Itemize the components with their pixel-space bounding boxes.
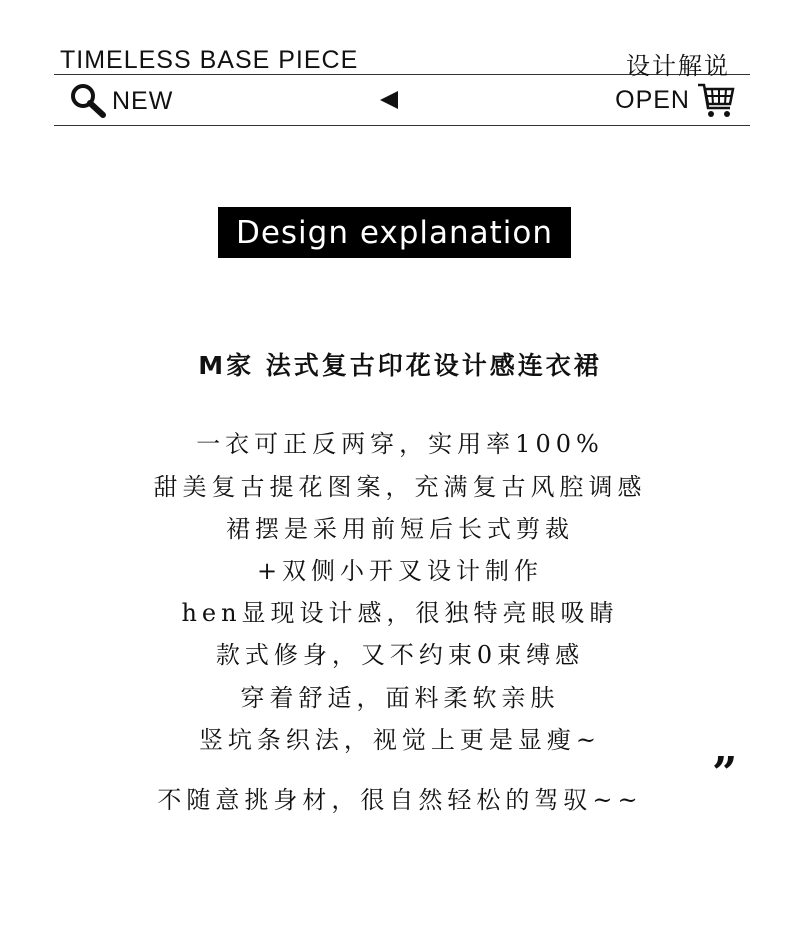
triangle-left-icon[interactable] (380, 91, 400, 109)
brand-name: TIMELESS BASE PIECE (60, 46, 359, 74)
shopping-cart-icon (696, 80, 736, 120)
new-link[interactable] (70, 81, 173, 121)
description-line-9: 不随意挑身材，很自然轻松的驾驭~~ (157, 786, 643, 814)
header-top-bar (54, 44, 750, 80)
description-line-7: 穿着舒适，面料柔软亲肤 (240, 684, 560, 712)
open-link[interactable] (615, 79, 736, 121)
header-nav-bar (54, 75, 750, 126)
description-line-6: 款式修身，又不约束0束缚感 (215, 641, 585, 669)
design-explanation-banner (218, 207, 571, 258)
open-label: OPEN (615, 85, 690, 114)
search-icon (70, 83, 108, 119)
description-line-3: 裙摆是采用前短后长式剪裁 (226, 515, 574, 543)
product-title: M家 法式复古印花设计感连衣裙 (198, 351, 602, 380)
description-line-4: +双侧小开叉设计制作 (256, 557, 544, 585)
description-line-1: 一衣可正反两穿，实用率100% (196, 430, 604, 458)
banner-text: Design explanation (235, 214, 554, 251)
description-line-5: hen显现设计感，很独特亮眼吸睛 (181, 599, 619, 627)
description-line-2: 甜美复古提花图案，充满复古风腔调感 (153, 473, 647, 501)
section-title: 设计解说 (626, 52, 730, 80)
new-label: NEW (112, 86, 174, 115)
closing-quote-mark: ” (712, 748, 738, 799)
description-line-8: 竖坑条织法，视觉上更是显瘦~ (198, 726, 602, 754)
